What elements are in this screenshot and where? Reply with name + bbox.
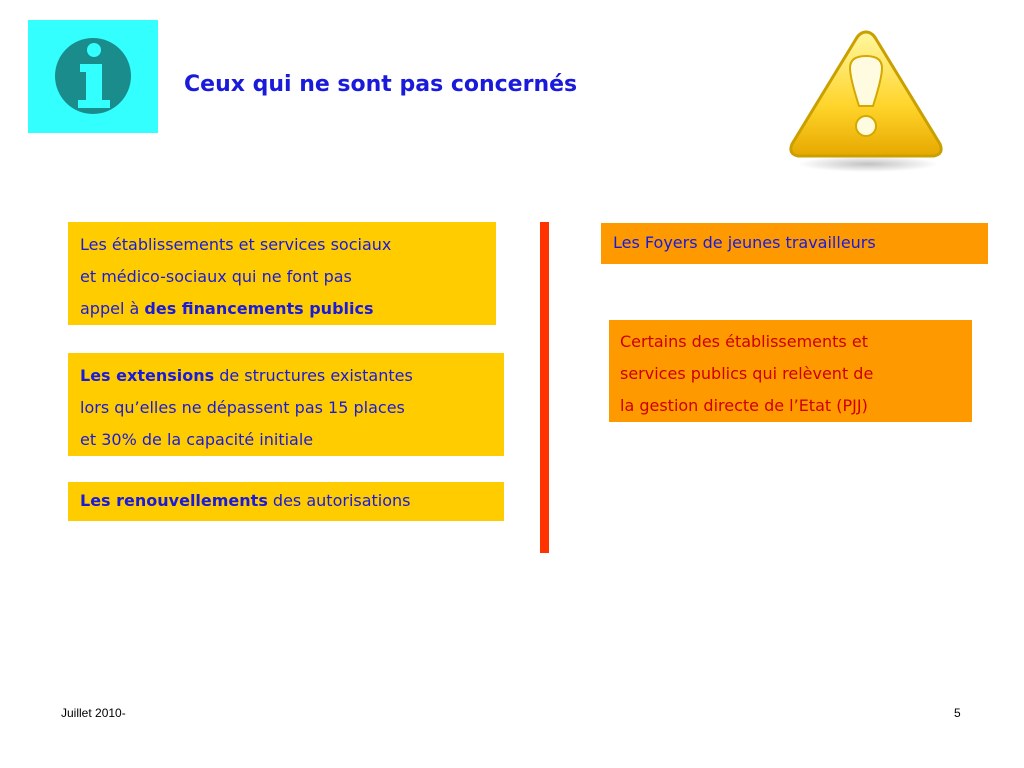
box-bold-text: Les extensions: [80, 366, 215, 385]
box-bold-text: Les renouvellements: [80, 491, 268, 510]
page-title: Ceux qui ne sont pas concernés: [184, 72, 578, 97]
box-bold-text: des financements publics: [144, 299, 374, 318]
box-text: appel à: [80, 299, 145, 318]
footer-date: Juillet 2010-: [61, 706, 126, 720]
box-line: Les établissements et services sociaux: [80, 235, 392, 254]
box-foyers: [601, 223, 988, 264]
box-line: services publics qui relèvent de: [620, 364, 874, 383]
box-line: Certains des établissements et: [620, 332, 868, 351]
box-line: et médico-sociaux qui ne font pas: [80, 267, 352, 286]
box-line: [80, 293, 484, 325]
box-renouvellements: [68, 482, 504, 521]
box-etablissements: [68, 222, 496, 325]
warning-icon: [786, 26, 946, 181]
box-line: lors qu’elles ne dépassent pas 15 places: [80, 398, 405, 417]
box-text: de structures existantes: [214, 366, 413, 385]
box-line: la gestion directe de l’Etat (PJJ): [620, 396, 868, 415]
box-extensions: [68, 353, 504, 456]
box-line: Les Foyers de jeunes travailleurs: [613, 233, 876, 252]
info-icon: [28, 20, 158, 133]
box-etablissements-publics: [609, 320, 972, 422]
page-number: 5: [954, 706, 961, 720]
box-line: [80, 360, 492, 392]
box-line: et 30% de la capacité initiale: [80, 430, 314, 449]
box-text: des autorisations: [267, 491, 411, 510]
vertical-divider: [540, 222, 549, 553]
box-line: [80, 485, 492, 517]
